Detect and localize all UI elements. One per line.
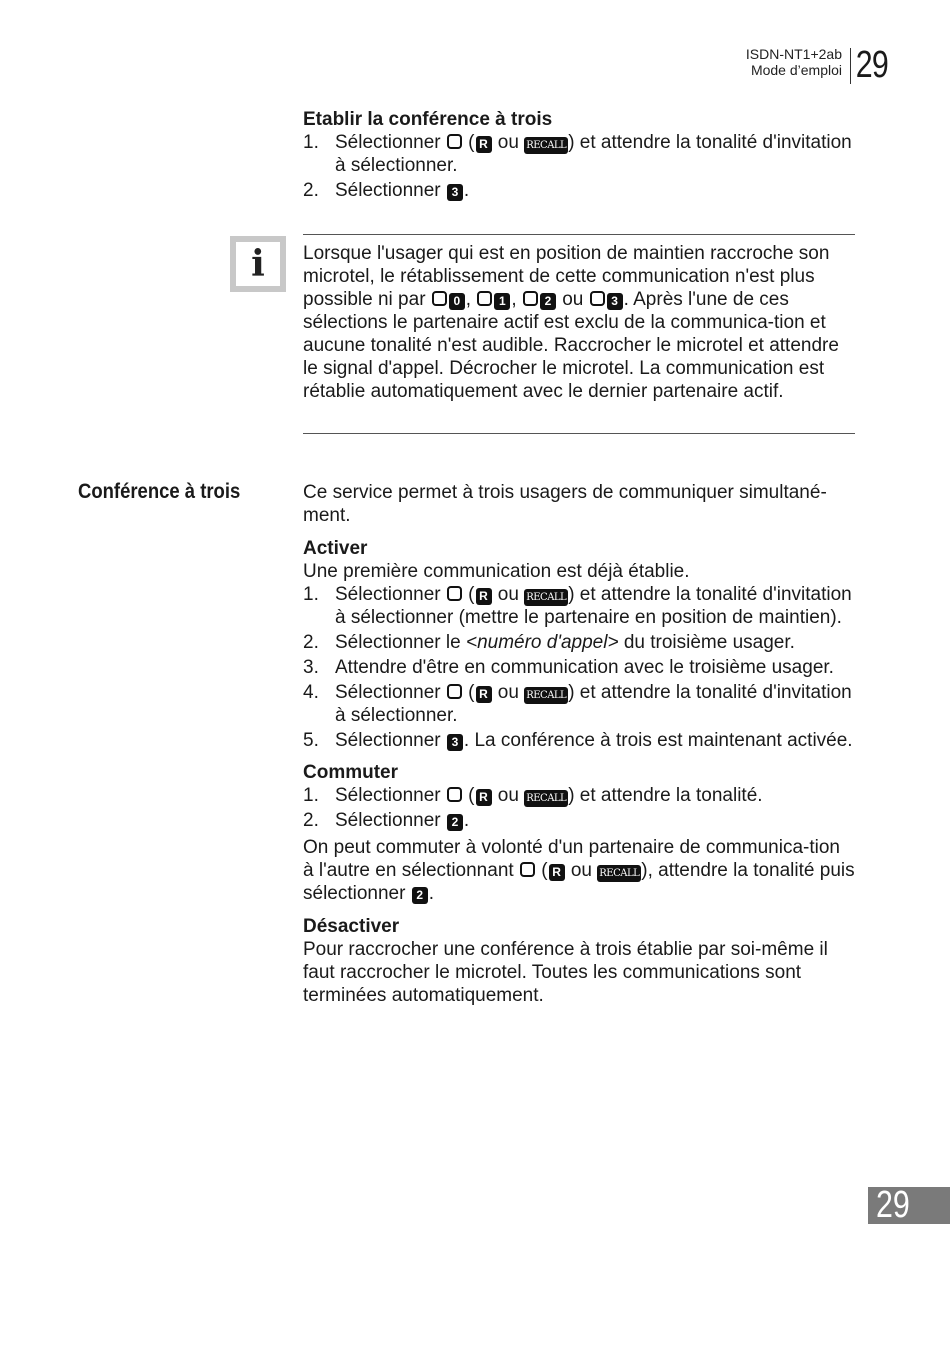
switch-heading: Commuter [303, 762, 399, 783]
note-bottom-rule [303, 433, 855, 434]
page-header [746, 46, 897, 84]
r-key-icon: R [476, 588, 492, 605]
note-text: Lorsque l'usager qui est en position de maintien raccroche son microtel, le rétablissement de cette communication n'est plus possible ni par 0 , 1 , 2 ou 3 . Après l'une de ces sélections le partenaire actif est exclu de la communica-tion et aucune tonalité n'est audible. Raccrocher le microtel et attendre le signal d'appel. Décrocher le microtel. La communication est rétablie automatiquement avec le dernier partenaire actif. [303, 243, 839, 402]
recall-key-icon: RECALL [524, 790, 568, 807]
hook-key-icon [520, 862, 535, 877]
key-1-icon: 1 [494, 293, 510, 310]
establish-steps [303, 131, 855, 202]
activate-steps [303, 583, 855, 752]
recall-key-icon: RECALL [524, 137, 568, 154]
list-item: 1. Sélectionner ( R ou RECALL ) et attendre la tonalité d'invitation à sélectionner (mettre le partenaire en position de maintien). [303, 584, 852, 628]
key-3-icon: 3 [447, 734, 463, 751]
r-key-icon: R [476, 136, 492, 153]
recall-key-icon: RECALL [597, 865, 641, 882]
list-item: 5. Sélectionner 3 . La conférence à trois est maintenant activée. [303, 730, 853, 751]
list-item [303, 131, 855, 177]
key-2-icon: 2 [447, 814, 463, 831]
step-text: Sélectionner ( R ou RECALL ) et attendre la tonalité d'invitation à sélectionner. [335, 132, 852, 176]
hook-key-icon [447, 787, 462, 802]
activate-intro: Une première communication est déjà établie. [303, 561, 690, 582]
deactivate-text: Pour raccrocher une conférence à trois établie par soi-même il faut raccrocher le microtel. Toutes les communications sont terminées automatiquement. [303, 939, 828, 1006]
step-number: 1. [303, 132, 319, 153]
recall-key-icon: RECALL [524, 687, 568, 704]
header-page-number: 29 [855, 44, 889, 86]
recall-key-icon: RECALL [524, 589, 568, 606]
list-item: 2. Sélectionner 2 . [303, 810, 470, 831]
key-3-icon: 3 [607, 293, 623, 310]
note-top-rule [303, 234, 855, 235]
key-2-icon: 2 [540, 293, 556, 310]
list-item: 4. Sélectionner ( R ou RECALL ) et attendre la tonalité d'invitation à sélectionner. [303, 682, 852, 726]
header-text [746, 46, 850, 78]
key-0-icon: 0 [449, 293, 465, 310]
switch-paragraph: On peut commuter à volonté d'un partenaire de communica-tion à l'autre en sélectionnant ( R ou RECALL ), attendre la tonalité puis sélectionner 2 . [303, 837, 855, 904]
page-number-tab: 29 [868, 1187, 950, 1224]
section-intro: Ce service permet à trois usagers de communiquer simultané-ment. [303, 482, 827, 526]
conference-section [303, 481, 855, 1007]
key-3-icon: 3 [447, 184, 463, 201]
hook-key-icon [447, 134, 462, 149]
establish-section [303, 109, 855, 204]
list-item: 3. Attendre d'être en communication avec le troisième usager. [303, 657, 834, 678]
hook-key-icon [590, 291, 605, 306]
section-title: Conférence à trois [78, 480, 241, 503]
step-text: Sélectionner 3 . [335, 180, 470, 201]
list-item: 2. Sélectionner le <numéro d'appel> du troisième usager. [303, 632, 795, 653]
hook-key-icon [432, 291, 447, 306]
hook-key-icon [477, 291, 492, 306]
hook-key-icon [447, 586, 462, 601]
info-icon: i [230, 236, 286, 292]
activate-heading: Activer [303, 538, 368, 559]
hook-key-icon [447, 684, 462, 699]
header-manual: Mode d’emploi [750, 62, 842, 78]
establish-heading: Etablir la conférence à trois [303, 109, 553, 130]
list-item: 1. Sélectionner ( R ou RECALL ) et attendre la tonalité. [303, 785, 763, 806]
r-key-icon: R [476, 686, 492, 703]
step-number: 2. [303, 180, 319, 201]
list-item [303, 179, 855, 202]
deactivate-heading: Désactiver [303, 916, 400, 937]
r-key-icon: R [476, 789, 492, 806]
key-2-icon: 2 [412, 887, 428, 904]
switch-steps [303, 784, 855, 832]
r-key-icon: R [549, 864, 565, 881]
hook-key-icon [523, 291, 538, 306]
header-product: ISDN-NT1+2ab [745, 46, 842, 62]
